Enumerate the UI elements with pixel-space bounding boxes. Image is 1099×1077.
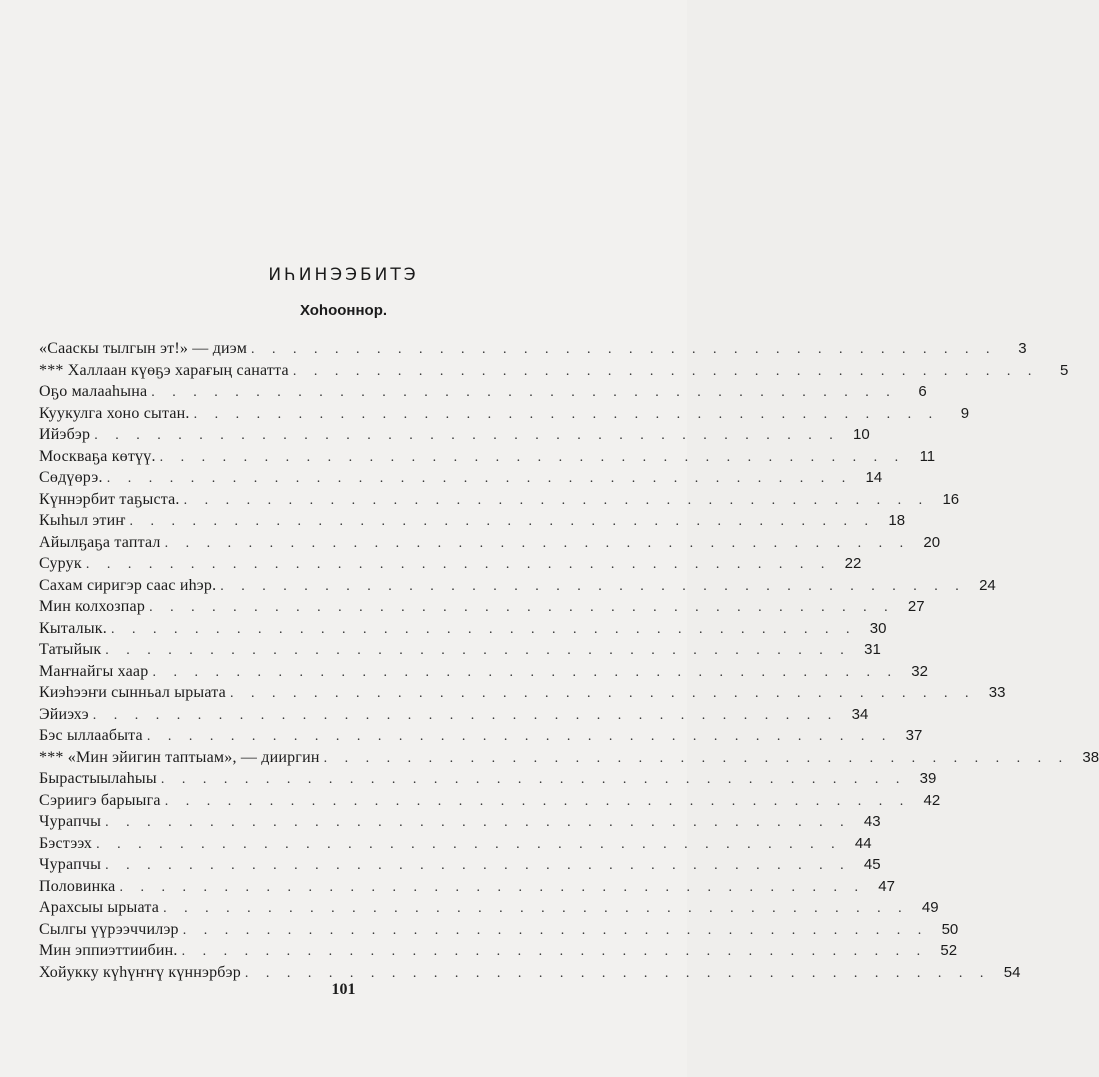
toc-leader-dots: . . . . . . . . . . . . . . . . . . . . . . . . . . . . . . . . . . . .: [105, 815, 851, 830]
toc-entry: [39, 446, 936, 468]
toc-leader-dots: . . . . . . . . . . . . . . . . . . . . . . . . . . . . . . . . . . . .: [105, 643, 851, 658]
toc-entry-title: Чурапчы: [39, 856, 102, 873]
toc-leader-dots: . . . . . . . . . . . . . . . . . . . . . . . . . . . . . . . . . . . .: [152, 664, 898, 680]
toc-entry-page: 24: [979, 576, 996, 594]
toc-entry-page: 27: [907, 598, 925, 615]
toc-entry-page: 9: [960, 404, 970, 422]
toc-entry: [39, 854, 881, 876]
toc-leader-dots: . . . . . . . . . . . . . . . . . . . . . . . . . . . . . . . . . . . .: [183, 492, 930, 508]
toc-entry: [39, 596, 925, 618]
toc-entry: [39, 876, 895, 898]
toc-entry-title: Киэһээҥи сынньал ырыата: [39, 684, 226, 701]
toc-entry: [39, 467, 883, 489]
toc-entry-page: 43: [863, 813, 881, 830]
toc-entry: [39, 725, 923, 747]
toc-entry-title: Айылҕаҕа таптал: [39, 533, 161, 551]
toc-entry-title: *** Халлаан күөҕэ харағың санатта: [39, 361, 289, 379]
toc-entry-page: 10: [853, 426, 870, 443]
toc-entry-page: 11: [919, 447, 936, 465]
toc-entry: [39, 790, 941, 812]
toc-entry-title: Быраcтыылаһыы: [39, 770, 157, 787]
toc-entry: [39, 919, 959, 941]
toc-entry: [39, 768, 937, 790]
toc-entry-title: Кыһыл этиҥ: [39, 512, 126, 529]
toc-entry-page: 6: [918, 383, 927, 400]
toc-leader-dots: . . . . . . . . . . . . . . . . . . . . . . . . . . . . . . . . . . . .: [160, 772, 907, 787]
toc-leader-dots: . . . . . . . . . . . . . . . . . . . . . . . . . . . . . . . . . . . .: [164, 793, 911, 809]
section-title: ИҺИНЭЭБИТЭ: [268, 265, 419, 285]
toc-entry-title: Бэстээх: [39, 834, 93, 852]
toc-entry-title: Мин колхозпар: [39, 598, 146, 615]
toc-entry-title: Кыталык.: [39, 619, 107, 637]
toc-entry-page: 52: [940, 942, 958, 959]
toc-entry: [39, 381, 927, 403]
toc-entry-page: 18: [888, 512, 906, 529]
toc-entry: [39, 940, 958, 962]
toc-leader-dots: . . . . . . . . . . . . . . . . . . . . . . . . . . . . . . . . . . . .: [110, 621, 857, 637]
toc-entry-title: Сахам сиригэр саас иһэр.: [39, 576, 217, 594]
toc-entry: [39, 424, 870, 446]
toc-entry: [39, 811, 881, 833]
toc-leader-dots: . . . . . . . . . . . . . . . . . . . . . . . . . . . . . . . . . . . .: [146, 729, 893, 744]
toc-entry-title: Сэриигэ барыыга: [39, 791, 161, 809]
toc-entry-page: 34: [851, 705, 869, 723]
toc-entry-page: 44: [854, 834, 872, 852]
toc-entry-page: 38: [1082, 748, 1099, 766]
toc-leader-dots: . . . . . . . . . . . . . . . . . . . . . . . . . . . . . . . . . . . .: [323, 750, 1070, 766]
toc-entry: [39, 747, 1099, 769]
toc-entry-title: Бэс ыллаабыта: [39, 727, 143, 744]
toc-entry: [39, 403, 970, 425]
toc-leader-dots: . . . . . . . . . . . . . . . . . . . . . . . . . . . . . . . . . . . .: [244, 965, 991, 981]
toc-leader-dots: . . . . . . . . . . . . . . . . . . . . . . . . . . . . . . . . . . . .: [220, 578, 966, 594]
toc-entry-page: 45: [863, 856, 881, 873]
toc-entry: [39, 338, 1027, 360]
toc-entry-title: Сылгы үүрээччилэр: [39, 920, 179, 938]
toc-entry-title: Сурук: [39, 555, 82, 572]
toc-leader-dots: . . . . . . . . . . . . . . . . . . . . . . . . . . . . . . . . . . . .: [96, 836, 842, 852]
toc-entry-title: Ийэбэр: [39, 426, 91, 443]
toc-entry-page: 32: [911, 662, 928, 680]
toc-entry-title: Татыйык: [39, 641, 102, 658]
toc-entry-title: Маҥнайгы хаар: [39, 662, 149, 680]
page-number: 101: [331, 981, 356, 998]
toc-entry-page: 39: [919, 770, 937, 787]
toc-entry-title: Куукулга хоно сытан.: [39, 404, 190, 422]
toc-entry: [39, 532, 941, 554]
toc-leader-dots: . . . . . . . . . . . . . . . . . . . . . . . . . . . . . . . . . . . .: [193, 406, 940, 422]
toc-entry: [39, 897, 939, 919]
toc-leader-dots: . . . . . . . . . . . . . . . . . . . . . . . . . . . . . . . . . . . .: [105, 858, 851, 873]
table-of-contents: [39, 338, 1099, 983]
toc-entry-title: Мин эппиэттиибин.: [39, 942, 178, 959]
toc-leader-dots: . . . . . . . . . . . . . . . . . . . . . . . . . . . . . . . . . . . .: [151, 385, 897, 400]
toc-leader-dots: . . . . . . . . . . . . . . . . . . . . . . . . . . . . . . . . . . . .: [92, 707, 839, 723]
toc-leader-dots: . . . . . . . . . . . . . . . . . . . . . . . . . . . . . . . . . . . .: [182, 922, 929, 938]
toc-entry-page: 50: [941, 920, 959, 938]
toc-entry-page: 42: [923, 791, 941, 809]
toc-entry-page: 31: [864, 641, 881, 658]
toc-leader-dots: . . . . . . . . . . . . . . . . . . . . . . . . . . . . . . . . . . . .: [229, 686, 976, 701]
toc-entry-title: Половинка: [39, 877, 116, 895]
toc-leader-dots: . . . . . . . . . . . . . . . . . . . . . . . . . . . . . . . . . . . .: [85, 557, 832, 572]
toc-entry-page: 22: [844, 555, 862, 572]
toc-entry: [39, 510, 906, 532]
toc-entry-page: 30: [869, 619, 887, 637]
toc-entry-page: 16: [942, 490, 960, 508]
toc-entry-page: 3: [1018, 340, 1027, 357]
toc-entry-title: Оҕо малааһына: [39, 383, 148, 400]
toc-entry-page: 33: [988, 684, 1006, 701]
toc-entry-title: Эйиэхэ: [39, 705, 89, 723]
toc-entry-page: 5: [1059, 361, 1069, 379]
toc-leader-dots: . . . . . . . . . . . . . . . . . . . . . . . . . . . . . . . . . . . .: [106, 471, 853, 486]
toc-entry: [39, 682, 1006, 704]
toc-leader-dots: . . . . . . . . . . . . . . . . . . . . . . . . . . . . . . . . . . . .: [181, 944, 928, 959]
toc-entry-title: Күннэрбит таҕыста.: [39, 490, 180, 508]
toc-entry-page: 20: [923, 533, 941, 551]
toc-leader-dots: . . . . . . . . . . . . . . . . . . . . . . . . . . . . . . . . . . . .: [251, 342, 997, 357]
toc-entry: [39, 489, 960, 511]
subsection-title: Хоһооннор.: [299, 302, 388, 319]
toc-entry-title: Чурапчы: [39, 813, 102, 830]
toc-entry-page: 47: [878, 877, 895, 895]
toc-entry-title: *** «Мин эйигин таптыам», — дииргин: [39, 748, 320, 766]
toc-entry: [39, 360, 1069, 382]
toc-entry: [39, 704, 869, 726]
toc-leader-dots: . . . . . . . . . . . . . . . . . . . . . . . . . . . . . . . . . . . .: [164, 535, 911, 551]
toc-leader-dots: . . . . . . . . . . . . . . . . . . . . . . . . . . . . . . . . . . . .: [159, 449, 906, 465]
toc-entry: [39, 962, 1021, 984]
toc-leader-dots: . . . . . . . . . . . . . . . . . . . . . . . . . . . . . . . . . . . .: [94, 428, 840, 443]
toc-entry-page: 37: [905, 727, 923, 744]
toc-entry-page: 54: [1003, 963, 1021, 981]
toc-leader-dots: . . . . . . . . . . . . . . . . . . . . . . . . . . . . . . . . . . . .: [149, 600, 895, 615]
toc-entry-page: 49: [921, 899, 939, 916]
toc-entry: [39, 661, 928, 683]
toc-leader-dots: . . . . . . . . . . . . . . . . . . . . . . . . . . . . . . . . . . . .: [292, 363, 1039, 379]
toc-entry: [39, 618, 887, 640]
toc-leader-dots: . . . . . . . . . . . . . . . . . . . . . . . . . . . . . . . . . . . .: [119, 879, 865, 895]
toc-entry: [39, 833, 872, 855]
toc-entry: [39, 553, 862, 575]
toc-entry-title: Хойукку күһүҥҥү күннэрбэр: [39, 963, 241, 981]
toc-entry-page: 14: [865, 469, 883, 486]
toc-leader-dots: . . . . . . . . . . . . . . . . . . . . . . . . . . . . . . . . . . . .: [129, 514, 876, 529]
toc-entry-title: Сөдүөрэ.: [39, 469, 103, 486]
toc-entry: [39, 575, 996, 597]
toc-leader-dots: . . . . . . . . . . . . . . . . . . . . . . . . . . . . . . . . . . . .: [163, 901, 909, 916]
toc-entry-title: Арахсыы ырыата: [39, 899, 160, 916]
toc-entry-title: Москваҕа көтүү.: [39, 447, 156, 465]
toc-entry: [39, 639, 881, 661]
toc-entry-title: «Сааскы тылгын эт!» — диэм: [39, 340, 248, 357]
